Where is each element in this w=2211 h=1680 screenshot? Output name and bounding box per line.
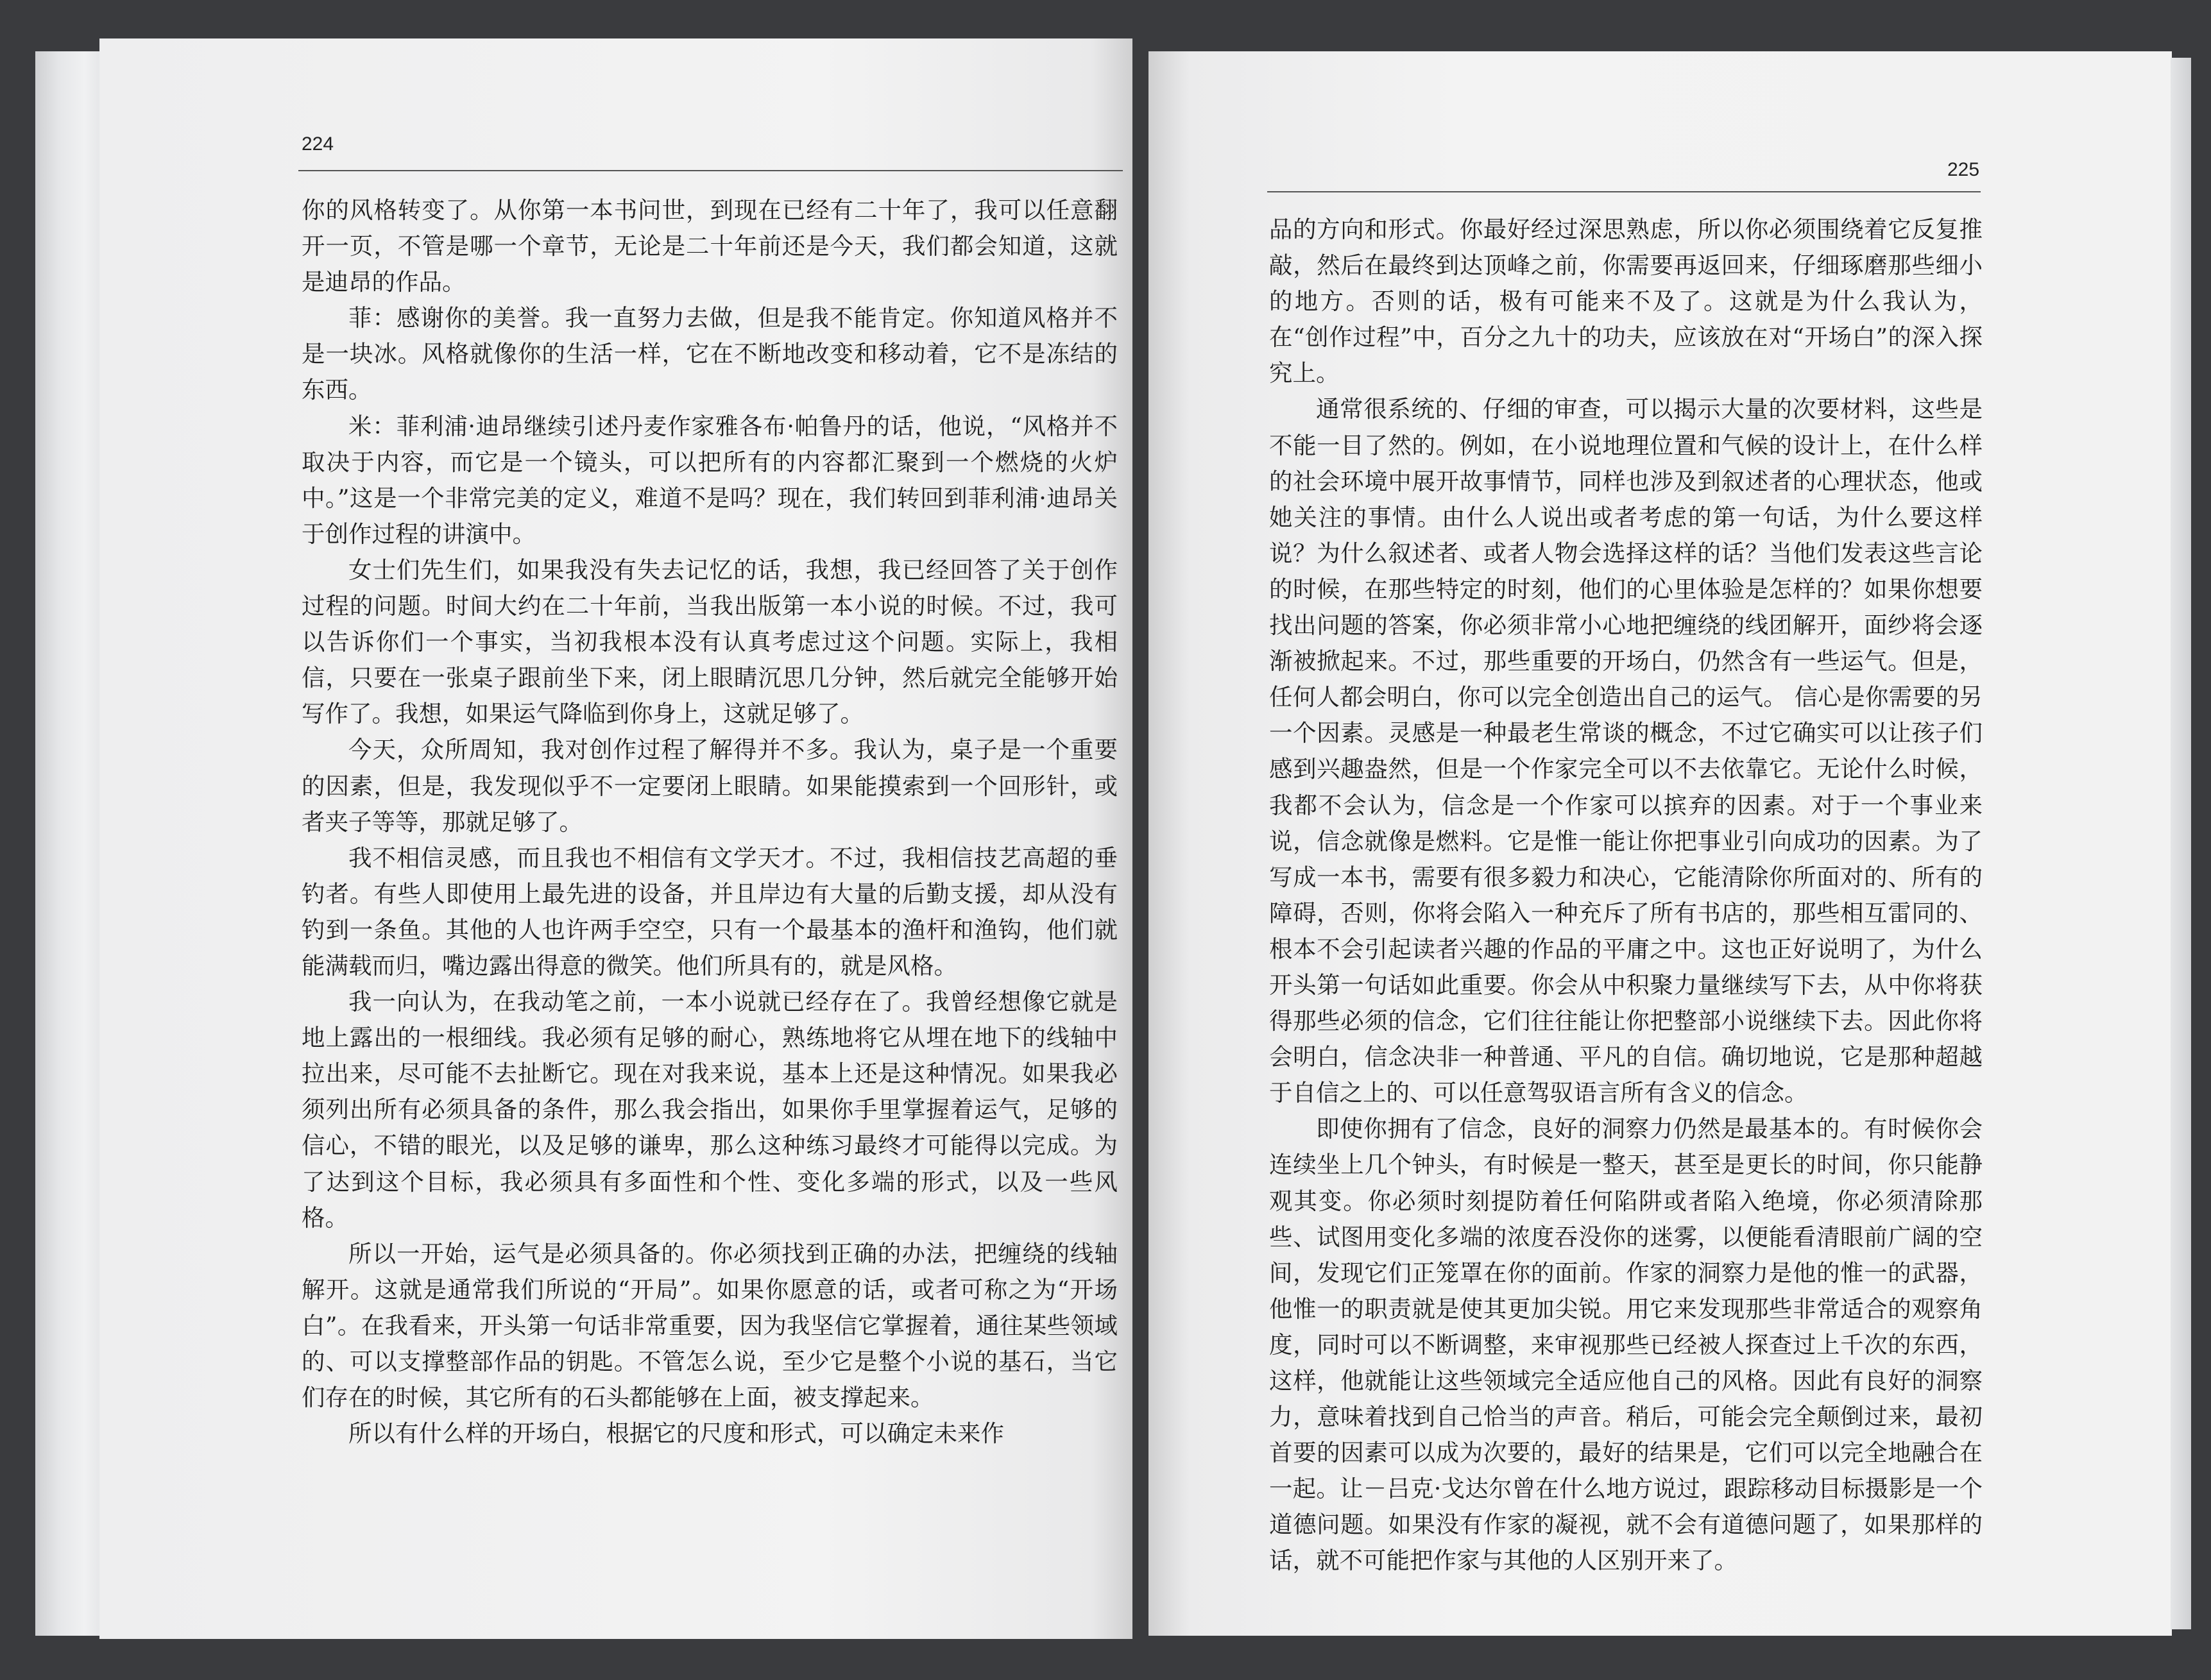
paragraph: 我不相信灵感，而且我也不相信有文学天才。不过，我相信技艺高超的垂钓者。有些人即使用上最先进的设备，并且岸边有大量的后勤支援，却从没有钓到一条鱼。其他的人也许两手空空，只有一个最基本的渔杆和渔钩，他们就能满载而归，嘴边露出得意的微笑。他们所具有的，就是风格。 [302, 844, 1118, 980]
body-text [302, 192, 1118, 1452]
paragraph: 即使你拥有了信念，良好的洞察力仍然是最基本的。有时候你会连续坐上几个钟头，有时候是一整天，甚至是更长的时间，你只能静观其变。你必须时刻提防着任何陷阱或者陷入绝境，你必须清除那些、试图用变化多端的浓度吞没你的迷雾，以便能看清眼前广阔的空间，发现它们正笼罩在你的面前。作家的洞察力是他的惟一的武器，他惟一的职责就是使其更加尖锐。用它来发现那些非常适合的观察角度，同时可以不断调整，来审视那些已经被人探查过上千次的东西，这样，他就能让这些领域完全适应他自己的风格。因此有良好的洞察力，意味着找到自己恰当的声音。稍后，可能会完全颠倒过来，最初首要的因素可以成为次要的，最好的结果是，它们可以完全地融合在一起。让－吕克·戈达尔曾在什么地方说过，跟踪移动目标摄影是一个道德问题。如果没有作家的凝视，就不会有道德问题了，如果那样的话，就不可能把作家与其他的人区别开来了。 [1269, 1115, 1983, 1575]
paragraph: 你的风格转变了。从你第一本书问世，到现在已经有二十年了，我可以任意翻开一页，不管是哪一个章节，无论是二十年前还是今天，我们都会知道，这就是迪昂的作品。 [302, 196, 1118, 296]
paragraph: 品的方向和形式。你最好经过深思熟虑，所以你必须围绕着它反复推敲，然后在最终到达顶峰之前，你需要再返回来，仔细琢磨那些细小的地方。否则的话，极有可能来不及了。这就是为什么我认为，在“创作过程”中，百分之九十的功夫，应该放在对“开场白”的深入探究上。 [1269, 216, 1983, 387]
paragraph: 所以一开始，运气是必须具备的。你必须找到正确的办法，把缠绕的线轴解开。这就是通常我们所说的“开局”。如果你愿意的话，或者可称之为“开场白”。在我看来，开头第一句话非常重要，因为我坚信它掌握着，通往某些领域的、可以支撑整部作品的钥匙。不管怎么说，至少它是整个小说的基石，当它们存在的时候，其它所有的石头都能够在上面，被支撑起来。 [302, 1239, 1118, 1412]
paragraph: 所以有什么样的开场白，根据它的尺度和形式，可以确定未来作 [348, 1420, 1004, 1448]
page-stack-edge [2171, 58, 2191, 1629]
paragraph: 我一向认为，在我动笔之前，一本小说就已经存在了。我曾经想像它就是地上露出的一根细线。我必须有足够的耐心，熟练地将它从埋在地下的线轴中拉出来，尽可能不去扯断它。现在对我来说，基本上还是这种情况。如果我必须列出所有必须具备的条件，那么我会指出，如果你手里掌握着运气，足够的信心，不错的眼光，以及足够的谦卑，那么这种练习最终才可能得以完成。为了达到这个目标，我必须具有多面性和个性、变化多端的形式，以及一些风格。 [302, 988, 1118, 1232]
body-text [1269, 212, 1983, 1579]
right-page: 225 品的方向和形式。你最好经过深思熟虑，所以你必须围绕着它反复推敲，然后在最终到达顶峰之前，你需要再返回来，仔细琢磨那些细小的地方。否则的话，极有可能来不及了。这就是为什么我认为，在“创作过程”中，百分之九十的功夫，应该放在对“开场白”的深入探究上。 通常很系统的、仔细的审查，可以揭示大量的次要材料，这些是不能一目了然的。例如，在小说地理位置和气候的设计上，在什么样的社会环境中展开故事情节，同样也涉及到叙述者的心理状态，他或她关注的事情。由什么人说出或者考虑的第一句话，为什么要这样说？为什么叙述者、或者人物会选择这样的话？当他们发表这些言论的时候，在那些特定的时刻，他们的心里体验是怎样的？如果你想要找出问题的答案，你必须非常小心地把缠绕的线团解开，面纱将会逐渐被掀起来。不过，那些重要的开场白，仍然含有一些运气。但是，任何人都会明白，你可以完全创造出自己的运气。 信心是你需要的另一个因素。灵感是一种最老生常谈的概念，不过它确实可以让孩子们感到兴趣盎然，但是一个作家完全可以不去依靠它。无论什么时候，我都不会认为，信念是一个作家可以摈弃的因素。对于一个事业来说，信念就像是燃料。它是惟一能让你把事业引向成功的因素。为了写成一本书，需要有很多毅力和决心，它能清除你所面对的、所有的障碍，否则，你将会陷入一种充斥了所有书店的，那些相互雷同的、根本不会引起读者兴趣的作品的平庸之中。这也正好说明了，为什么开头第一句话如此重要。你会从中积聚力量继续写下去，从中你将获得那些必须的信念，它们往往能让你把整部小说继续下去。因此你将会明白，信念决非一种普通、平凡的自信。确切地说，它是那种超越于自信之上的、可以任意驾驭语言所有含义的信念。 即使你拥有了信念，良好的洞察力仍然是最基本的。有时候你会连续坐上几个钟头，有时候是一整天，甚至是更长的时间，你只能静观其变。你必须时刻提防着任何陷阱或者陷入绝境，你必须清除那些、试图用变化多端的浓度吞没你的迷雾，以便能看清眼前广阔的空间，发现它们正笼罩在你的面前。作家的洞察力是他的惟一的武器，他惟一的职责就是使其更加尖锐。用它来发现那些非常适合的观察角度，同时可以不断调整，来审视那些已经被人探查过上千次的东西，这样，他就能让这些领域完全适应他自己的风格。因此有良好的洞察力，意味着找到自己恰当的声音。稍后，可能会完全颠倒过来，最初首要的因素可以成为次要的，最好的结果是，它们可以完全地融合在一起。让－吕克·戈达尔曾在什么地方说过，跟踪移动目标摄影是一个道德问题。如果没有作家的凝视，就不会有道德问题了，如果那样的话，就不可能把作家与其他的人区别开来了。 [1148, 51, 2172, 1636]
paragraph: 米：菲利浦·迪昂继续引述丹麦作家雅各布·帕鲁丹的话，他说，“风格并不取决于内容，而它是一个镜头，可以把所有的内容都汇聚到一个燃烧的火炉中。”这是一个非常完美的定义，难道不是吗？现在，我们转回到菲利浦·迪昂关于创作过程的讲演中。 [302, 412, 1118, 548]
paragraph: 今天，众所周知，我对创作过程了解得并不多。我认为，桌子是一个重要的因素，但是，我发现似乎不一定要闭上眼睛。如果能摸索到一个回形针，或者夹子等等，那就足够了。 [302, 736, 1118, 836]
paragraph: 菲：感谢你的美誉。我一直努力去做，但是我不能肯定。你知道风格并不是一块冰。风格就像你的生活一样，它在不断地改变和移动着，它不是冻结的东西。 [302, 304, 1118, 404]
page-stack-edge [35, 51, 106, 1636]
paragraph: 通常很系统的、仔细的审查，可以揭示大量的次要材料，这些是不能一目了然的。例如，在小说地理位置和气候的设计上，在什么样的社会环境中展开故事情节，同样也涉及到叙述者的心理状态，他或她关注的事情。由什么人说出或者考虑的第一句话，为什么要这样说？为什么叙述者、或者人物会选择这样的话？当他们发表这些言论的时候，在那些特定的时刻，他们的心里体验是怎样的？如果你想要找出问题的答案，你必须非常小心地把缠绕的线团解开，面纱将会逐渐被掀起来。不过，那些重要的开场白，仍然含有一些运气。但是，任何人都会明白，你可以完全创造出自己的运气。 信心是你需要的另一个因素。灵感是一种最老生常谈的概念，不过它确实可以让孩子们感到兴趣盎然，但是一个作家完全可以不去依靠它。无论什么时候，我都不会认为，信念是一个作家可以摈弃的因素。对于一个事业来说，信念就像是燃料。它是惟一能让你把事业引向成功的因素。为了写成一本书，需要有很多毅力和决心，它能清除你所面对的、所有的障碍，否则，你将会陷入一种充斥了所有书店的，那些相互雷同的、根本不会引起读者兴趣的作品的平庸之中。这也正好说明了，为什么开头第一句话如此重要。你会从中积聚力量继续写下去，从中你将获得那些必须的信念，它们往往能让你把整部小说继续下去。因此你将会明白，信念决非一种普通、平凡的自信。确切地说，它是那种超越于自信之上的、可以任意驾驭语言所有含义的信念。 [1269, 395, 1983, 1107]
left-page [99, 38, 1132, 1639]
header-rule [298, 170, 1123, 171]
paragraph: 女士们先生们，如果我没有失去记忆的话，我想，我已经回答了关于创作过程的问题。时间大约在二十年前，当我出版第一本小说的时候。不过，我可以告诉你们一个事实，当初我根本没有认真考虑过这个问题。实际上，我相信，只要在一张桌子跟前坐下来，闭上眼睛沉思几分钟，然后就完全能够开始写作了。我想，如果运气降临到你身上，这就足够了。 [302, 556, 1118, 728]
header-rule [1267, 191, 1981, 192]
page-number: 224 [302, 133, 334, 155]
